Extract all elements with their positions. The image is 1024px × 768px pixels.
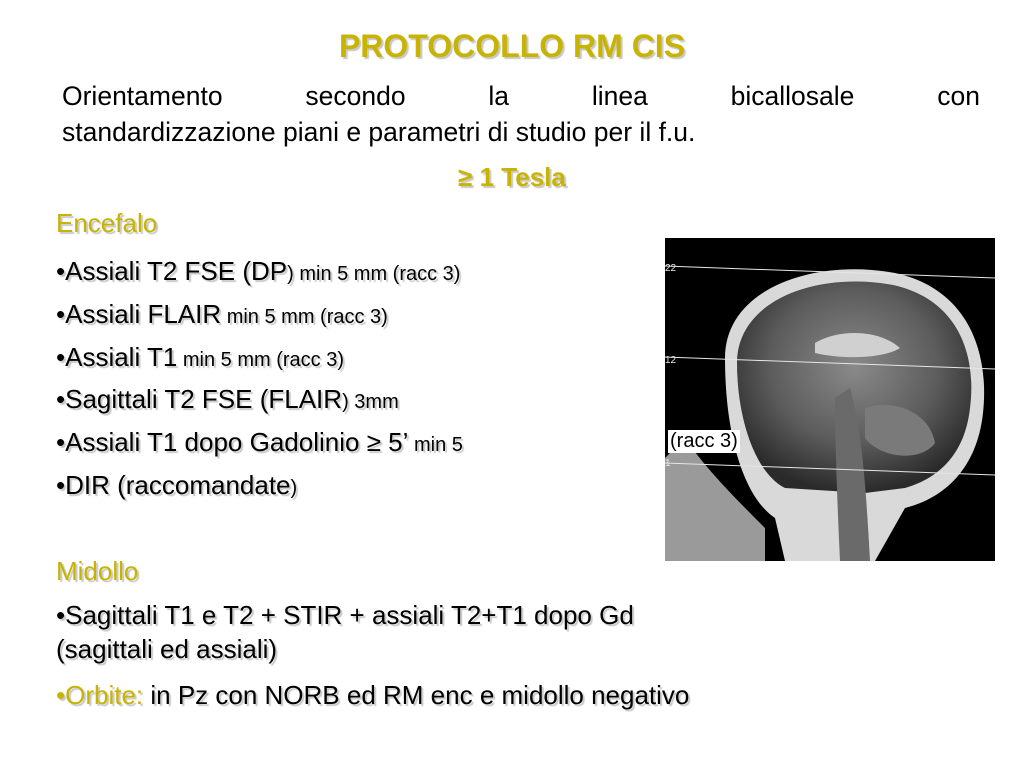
intro-word: bicallosale — [730, 81, 855, 111]
encefalo-item — [56, 384, 399, 415]
orbite-label: Orbite: — [65, 680, 144, 710]
orbite-bullet: • — [56, 680, 66, 710]
intro-line-2: standardizzazione piani e parametri di studio per il f.u. — [62, 117, 696, 147]
orbite-item — [56, 680, 689, 711]
intro-word: la — [488, 81, 510, 111]
item-detail: min 5 mm (racc 3) — [177, 349, 345, 371]
midollo-item-line-2: (sagittali ed assiali) — [56, 634, 278, 664]
encefalo-item — [56, 470, 297, 501]
intro-word: secondo — [305, 81, 406, 111]
intro-word: con — [937, 81, 980, 111]
intro-line-1 — [62, 78, 980, 114]
page-title: PROTOCOLLO RM CIS — [338, 28, 686, 64]
encefalo-heading: Encefalo — [56, 208, 158, 238]
item-main: •Assiali T1 — [56, 342, 178, 372]
slice-label: 12 — [665, 355, 677, 366]
item-detail: ) min 5 mm (racc 3) — [287, 263, 461, 285]
encefalo-item — [56, 299, 388, 330]
item-main: •Assiali T2 FSE (DP — [56, 256, 288, 286]
encefalo-item — [56, 427, 463, 458]
orbite-text: in Pz con NORB ed RM enc e midollo negativo — [143, 680, 690, 710]
intro-paragraph — [62, 78, 980, 150]
midollo-heading: Midollo — [56, 556, 139, 586]
item-main: •DIR (raccomandate — [56, 470, 291, 500]
intro-word: linea — [591, 81, 648, 111]
mri-brain-illustration — [665, 238, 995, 561]
mri-sagittal-image — [665, 238, 995, 561]
item-detail: ) — [290, 477, 298, 499]
item-main: •Assiali FLAIR — [56, 299, 222, 329]
encefalo-item — [56, 256, 460, 287]
item-main: •Sagittali T2 FSE (FLAIR — [56, 384, 343, 414]
intro-word: Orientamento — [62, 81, 223, 111]
slice-label: 1 — [665, 458, 671, 469]
racc-overflow-text: (racc 3) — [670, 430, 738, 452]
slice-label: 22 — [665, 263, 677, 274]
encefalo-item — [56, 342, 344, 373]
item-detail: min 5 — [408, 434, 463, 456]
item-detail: min 5 mm (racc 3) — [221, 306, 388, 328]
item-detail: ) 3mm — [342, 391, 399, 413]
field-strength: ≥ 1 Tesla — [458, 162, 566, 192]
item-main: •Assiali T1 dopo Gadolinio ≥ 5’ — [56, 427, 409, 457]
midollo-item-line-1: •Sagittali T1 e T2 + STIR + assiali T2+T1 dopo Gd — [56, 600, 634, 630]
